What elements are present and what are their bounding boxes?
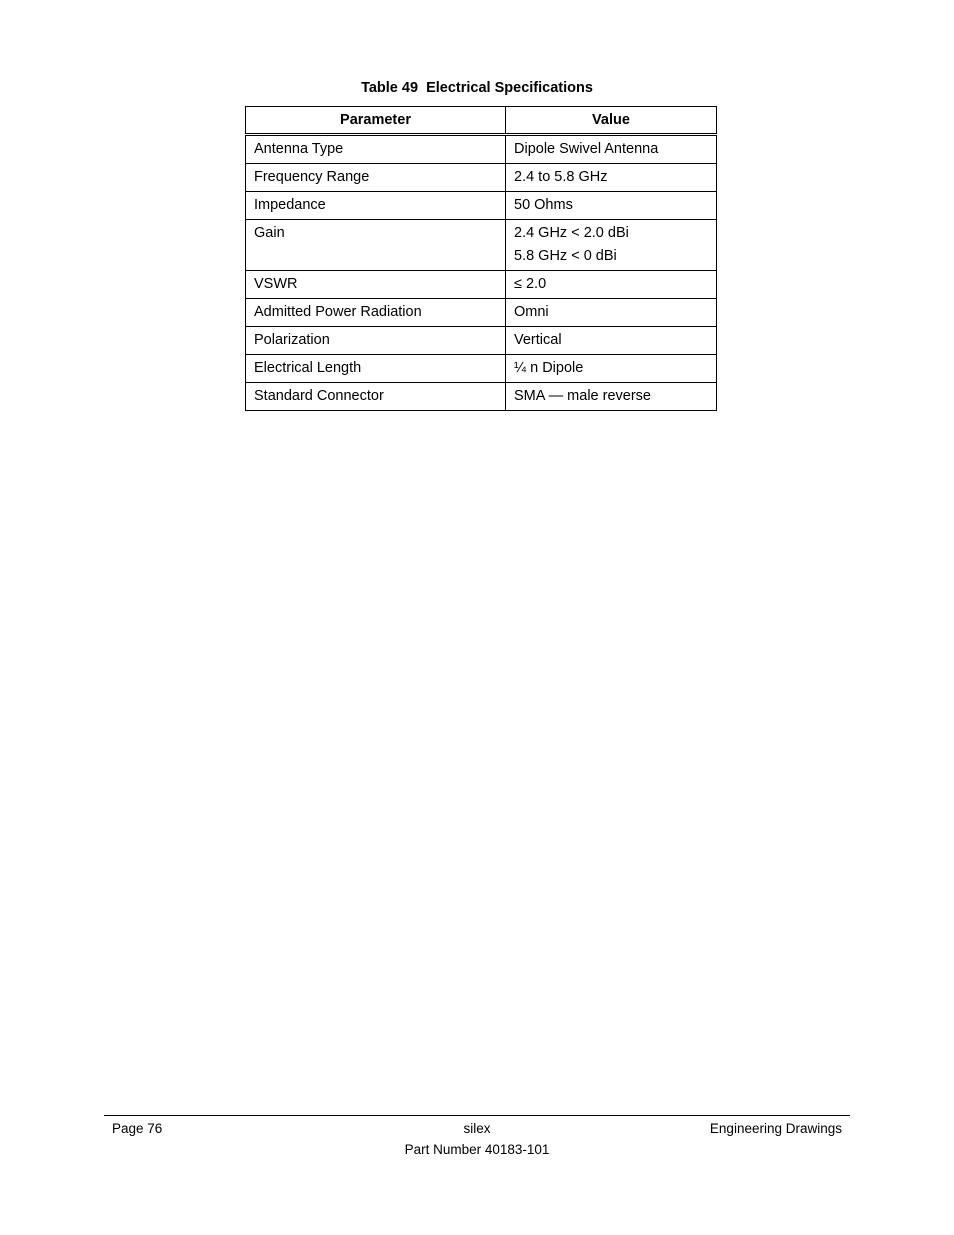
- value-line: Vertical: [514, 332, 562, 348]
- parameter-cell: Impedance: [246, 192, 506, 220]
- parameter-cell: Frequency Range: [246, 164, 506, 192]
- table-row: [246, 271, 717, 299]
- column-header-parameter: Parameter: [246, 107, 506, 135]
- parameter-cell: VSWR: [246, 271, 506, 299]
- value-line: SMA — male reverse: [514, 388, 651, 404]
- table-row: [246, 135, 717, 164]
- table-row: [246, 220, 717, 271]
- value-cell: [506, 135, 717, 164]
- value-line: 50 Ohms: [514, 197, 573, 213]
- electrical-specifications-table: [245, 106, 717, 411]
- value-line: Dipole Swivel Antenna: [514, 141, 659, 157]
- table-row: [246, 355, 717, 383]
- value-cell: [506, 327, 717, 355]
- parameter-cell: Gain: [246, 220, 506, 271]
- value-cell: [506, 355, 717, 383]
- table-row: [246, 192, 717, 220]
- value-line: ¼ n Dipole: [514, 360, 584, 376]
- value-cell: [506, 164, 717, 192]
- value-line: Omni: [514, 304, 549, 320]
- value-cell: [506, 383, 717, 411]
- value-cell: [506, 299, 717, 327]
- value-line: ≤ 2.0: [514, 276, 547, 292]
- footer-divider: [104, 1115, 850, 1116]
- value-line: 5.8 GHz < 0 dBi: [514, 248, 617, 264]
- table-header-row: [246, 107, 717, 135]
- table-caption: Table 49 Electrical Specifications: [361, 80, 593, 96]
- table-row: [246, 327, 717, 355]
- footer-company: silex: [463, 1121, 491, 1136]
- column-header-value: Value: [506, 107, 717, 135]
- parameter-cell: Antenna Type: [246, 135, 506, 164]
- parameter-cell: Polarization: [246, 327, 506, 355]
- table-row: [246, 299, 717, 327]
- value-line: 2.4 to 5.8 GHz: [514, 169, 608, 185]
- parameter-cell: Admitted Power Radiation: [246, 299, 506, 327]
- table-row: [246, 164, 717, 192]
- table-row: [246, 383, 717, 411]
- parameter-cell: Electrical Length: [246, 355, 506, 383]
- value-cell: [506, 271, 717, 299]
- footer-page-number: Page 76: [112, 1121, 163, 1136]
- parameter-cell: Standard Connector: [246, 383, 506, 411]
- value-cell: [506, 220, 717, 271]
- footer-section: Engineering Drawings: [709, 1121, 842, 1136]
- value-line: 2.4 GHz < 2.0 dBi: [514, 225, 629, 241]
- value-cell: [506, 192, 717, 220]
- footer-part-number: Part Number 40183-101: [404, 1142, 550, 1157]
